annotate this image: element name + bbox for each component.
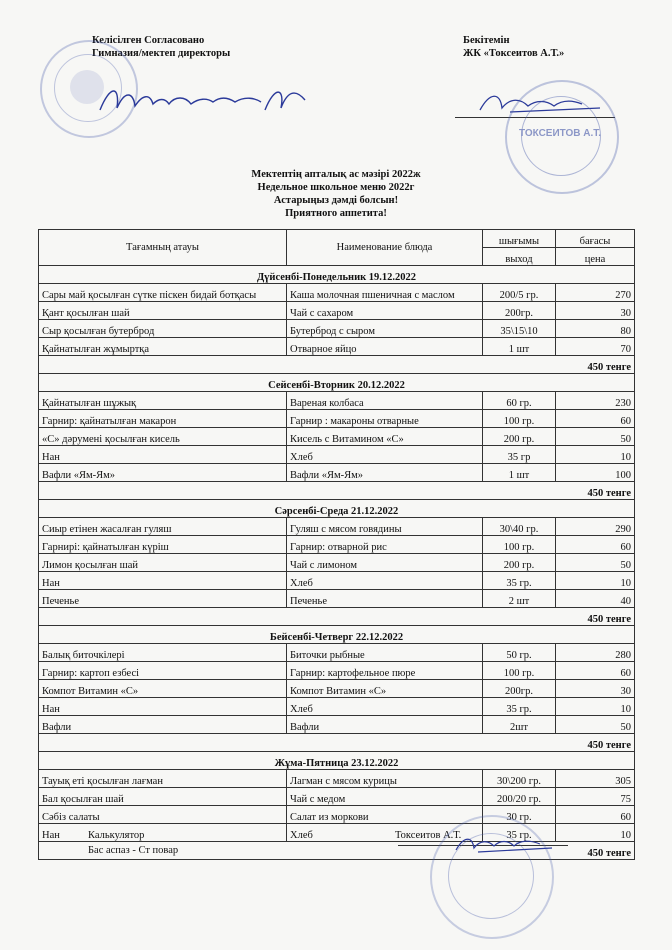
table-row	[39, 572, 635, 590]
dish-name-kz: Нан	[39, 698, 287, 716]
dish-name-ru: Вареная колбаса	[287, 392, 483, 410]
dish-name-ru: Чай с сахаром	[287, 302, 483, 320]
approval-left-line2: Гимназия/мектеп директоры	[92, 48, 231, 59]
menu-title	[0, 168, 672, 220]
table-row	[39, 644, 635, 662]
dish-name-kz: Гарнир: қайнатылған макарон	[39, 410, 287, 428]
day-title: Жұма-Пятница 23.12.2022	[39, 752, 635, 770]
dish-name-ru: Гарнир: отварной рис	[287, 536, 483, 554]
dish-name-ru: Хлеб	[287, 572, 483, 590]
title-line3: Астарыңыз дәмді болсын!	[273, 195, 399, 206]
header-price-ru: цена	[556, 248, 635, 266]
table-row	[39, 788, 635, 806]
table-row	[39, 770, 635, 788]
day-total: 450 тенге	[39, 734, 635, 752]
table-row	[39, 428, 635, 446]
dish-price: 70	[556, 338, 635, 356]
dish-name-kz: Вафли «Ям-Ям»	[39, 464, 287, 482]
title-line4: Приятного аппетита!	[285, 208, 387, 219]
dish-yield: 200 гр.	[483, 554, 556, 572]
dish-price: 80	[556, 320, 635, 338]
director-signature	[95, 80, 325, 120]
dish-name-ru: Компот Витамин «С»	[287, 680, 483, 698]
table-row	[39, 806, 635, 824]
dish-price: 50	[556, 716, 635, 734]
dish-price: 280	[556, 644, 635, 662]
dish-price: 10	[556, 824, 635, 842]
dish-yield: 2шт	[483, 716, 556, 734]
dish-name-ru: Вафли «Ям-Ям»	[287, 464, 483, 482]
dish-name-kz: Қайнатылған жұмыртқа	[39, 338, 287, 356]
dish-yield: 200/5 гр.	[483, 284, 556, 302]
dish-price: 50	[556, 428, 635, 446]
dish-name-ru: Лагман с мясом курицы	[287, 770, 483, 788]
dish-price: 230	[556, 392, 635, 410]
dish-yield: 30 гр.	[483, 806, 556, 824]
header-row	[39, 230, 635, 248]
dish-name-ru: Хлеб	[287, 446, 483, 464]
day-title: Сәрсенбі-Среда 21.12.2022	[39, 500, 635, 518]
dish-yield: 100 гр.	[483, 536, 556, 554]
stamp-text: ТОКСЕИТОВ А.Т.	[518, 128, 602, 139]
table-row	[39, 680, 635, 698]
dish-name-kz: Компот Витамин «С»	[39, 680, 287, 698]
dish-price: 60	[556, 662, 635, 680]
dish-name-ru: Биточки рыбные	[287, 644, 483, 662]
dish-name-kz: Гарнир: картоп езбесі	[39, 662, 287, 680]
dish-name-kz: Балық биточкілері	[39, 644, 287, 662]
day-total: 450 тенге	[39, 356, 635, 374]
table-row	[39, 392, 635, 410]
table-row	[39, 446, 635, 464]
table-row	[39, 536, 635, 554]
dish-yield: 60 гр.	[483, 392, 556, 410]
dish-yield: 35 гр	[483, 446, 556, 464]
dish-yield: 35 гр.	[483, 572, 556, 590]
dish-price: 100	[556, 464, 635, 482]
dish-name-ru: Отварное яйцо	[287, 338, 483, 356]
table-row	[39, 302, 635, 320]
table-row	[39, 518, 635, 536]
day-title: Бейсенбі-Четверг 22.12.2022	[39, 626, 635, 644]
dish-name-ru: Бутерброд с сыром	[287, 320, 483, 338]
day-header-row	[39, 266, 635, 284]
dish-name-ru: Печенье	[287, 590, 483, 608]
footer-signer: Токсеитов А.Т.	[395, 830, 462, 841]
dish-name-kz: Сары май қосылған сүтке піскен бидай ботқасы	[39, 284, 287, 302]
dish-yield: 200гр.	[483, 302, 556, 320]
dish-name-kz: Сиыр етінен жасалған гуляш	[39, 518, 287, 536]
dish-name-ru: Вафли	[287, 716, 483, 734]
table-row	[39, 464, 635, 482]
table-row	[39, 590, 635, 608]
dish-yield: 200гр.	[483, 680, 556, 698]
header-yield-ru: выход	[483, 248, 556, 266]
footer-left	[88, 828, 178, 858]
dish-price: 290	[556, 518, 635, 536]
dish-price: 30	[556, 680, 635, 698]
dish-name-ru: Гарнир: картофельное пюре	[287, 662, 483, 680]
dish-yield: 35\15\10	[483, 320, 556, 338]
dish-name-ru: Хлеб	[287, 698, 483, 716]
day-total: 450 тенге	[39, 842, 635, 860]
day-total-row	[39, 734, 635, 752]
table-row	[39, 554, 635, 572]
table-row	[39, 410, 635, 428]
dish-price: 40	[556, 590, 635, 608]
dish-yield: 35 гр.	[483, 824, 556, 842]
dish-price: 10	[556, 572, 635, 590]
dish-yield: 1 шт	[483, 338, 556, 356]
dish-yield: 100 гр.	[483, 410, 556, 428]
dish-price: 10	[556, 446, 635, 464]
table-row	[39, 662, 635, 680]
dish-name-kz: Лимон қосылған шай	[39, 554, 287, 572]
dish-name-ru: Салат из моркови	[287, 806, 483, 824]
dish-yield: 100 гр.	[483, 662, 556, 680]
day-total: 450 тенге	[39, 608, 635, 626]
header-kz-name: Тағамның атауы	[39, 230, 287, 266]
dish-price: 30	[556, 302, 635, 320]
dish-name-kz: Сыр қосылған бутерброд	[39, 320, 287, 338]
dish-name-kz: «С» дәрумені қосылған кисель	[39, 428, 287, 446]
dish-name-kz: Қайнатылған шұжық	[39, 392, 287, 410]
dish-name-ru: Чай с медом	[287, 788, 483, 806]
footer-calculator: Калькулятор	[88, 830, 145, 841]
dish-yield: 200/20 гр.	[483, 788, 556, 806]
day-total-row	[39, 608, 635, 626]
dish-name-ru: Кисель с Витамином «С»	[287, 428, 483, 446]
dish-name-kz: Печенье	[39, 590, 287, 608]
day-header-row	[39, 626, 635, 644]
dish-yield: 50 гр.	[483, 644, 556, 662]
footer-chef: Бас аспаз - Ст повар	[88, 845, 179, 856]
approval-right-line1: Бекітемін	[463, 35, 510, 46]
day-title: Дүйсенбі-Понедельник 19.12.2022	[39, 266, 635, 284]
table-row	[39, 716, 635, 734]
table-row	[39, 320, 635, 338]
dish-name-kz: Сәбіз салаты	[39, 806, 287, 824]
dish-yield: 30\200 гр.	[483, 770, 556, 788]
approval-right	[463, 34, 564, 60]
dish-name-kz: Вафли	[39, 716, 287, 734]
dish-name-kz: Тауық еті қосылған лағман	[39, 770, 287, 788]
dish-price: 305	[556, 770, 635, 788]
dish-price: 75	[556, 788, 635, 806]
dish-price: 60	[556, 410, 635, 428]
dish-yield: 35 гр.	[483, 698, 556, 716]
dish-yield: 200 гр.	[483, 428, 556, 446]
dish-name-ru: Каша молочная пшеничная с маслом	[287, 284, 483, 302]
day-header-row	[39, 752, 635, 770]
dish-name-ru: Гарнир : макароны отварные	[287, 410, 483, 428]
day-header-row	[39, 374, 635, 392]
day-total: 450 тенге	[39, 482, 635, 500]
dish-name-kz: Нан	[39, 824, 287, 842]
header-ru-name: Наименование блюда	[287, 230, 483, 266]
dish-price: 60	[556, 806, 635, 824]
dish-name-kz: Қант қосылған шай	[39, 302, 287, 320]
header-price-kz: бағасы	[556, 230, 635, 248]
dish-name-ru: Чай с лимоном	[287, 554, 483, 572]
dish-yield: 1 шт	[483, 464, 556, 482]
dish-price: 270	[556, 284, 635, 302]
header-yield-kz: шығымы	[483, 230, 556, 248]
table-row	[39, 338, 635, 356]
approval-right-line2: ЖК «Токсеитов А.Т.»	[463, 48, 565, 59]
dish-name-ru: Гуляш с мясом говядины	[287, 518, 483, 536]
menu-table	[38, 229, 635, 860]
table-row	[39, 698, 635, 716]
dish-price: 10	[556, 698, 635, 716]
footer-seal-stamp	[430, 815, 554, 939]
day-header-row	[39, 500, 635, 518]
day-total-row	[39, 482, 635, 500]
title-line1: Мектептің апталық ас мәзірі 2022ж	[251, 169, 421, 180]
approval-left-line1: Келісілген Согласовано	[92, 35, 205, 46]
dish-name-kz: Бал қосылған шай	[39, 788, 287, 806]
dish-yield: 30\40 гр.	[483, 518, 556, 536]
day-title: Сейсенбі-Вторник 20.12.2022	[39, 374, 635, 392]
table-row	[39, 284, 635, 302]
dish-price: 60	[556, 536, 635, 554]
dish-name-ru: Хлеб	[287, 824, 483, 842]
dish-yield: 2 шт	[483, 590, 556, 608]
dish-price: 50	[556, 554, 635, 572]
dish-name-kz: Нан	[39, 446, 287, 464]
dish-name-kz: Нан	[39, 572, 287, 590]
day-total-row	[39, 356, 635, 374]
dish-name-kz: Гарнирі: қайнатылған күріш	[39, 536, 287, 554]
title-line2: Недельное школьное меню 2022г	[257, 182, 415, 193]
